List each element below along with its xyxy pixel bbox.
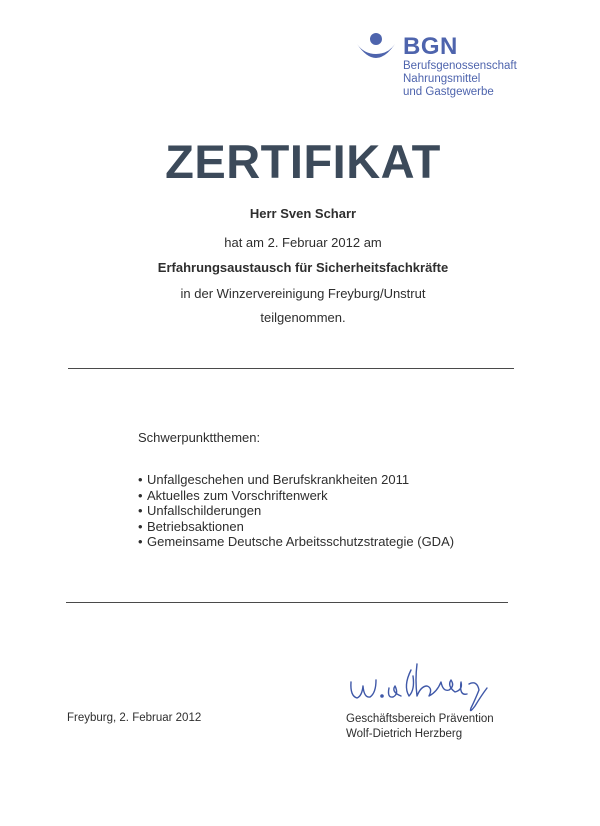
logo-line-2: Nahrungsmittel [403, 73, 481, 85]
bgn-logo [355, 32, 555, 112]
handwritten-signature [345, 656, 505, 716]
list-item [138, 534, 454, 550]
certificate-title: ZERTIFIKAT [165, 135, 441, 188]
list-item [138, 472, 454, 488]
topics-list [138, 472, 454, 550]
participated-text: teilgenommen. [260, 310, 346, 325]
place-date: Freyburg, 2. Februar 2012 [67, 712, 202, 724]
event-name: Erfahrungsaustausch für Sicherheitsfachkräfte [157, 260, 449, 275]
topic-text: Betriebsaktionen [147, 518, 244, 534]
logo-line-3: und Gastgewerbe [403, 86, 494, 98]
date-line: hat am 2. Februar 2012 am [224, 235, 382, 250]
bullet-icon: • [138, 472, 143, 487]
bullet-icon: • [138, 503, 143, 518]
signatory-name: Wolf-Dietrich Herzberg [346, 728, 463, 740]
location-line: in der Winzervereinigung Freyburg/Unstrut [180, 286, 426, 301]
topic-text: Unfallgeschehen und Berufskrankheiten 2011 [147, 472, 410, 487]
topics-heading: Schwerpunktthemen: [138, 430, 261, 445]
logo-abbreviation: BGN [403, 33, 458, 60]
topic-text: Unfallschilderungen [147, 503, 262, 518]
list-item [138, 519, 454, 535]
topic-text: Gemeinsame Deutsche Arbeitsschutzstrategie (GDA) [147, 534, 455, 549]
divider-bottom [66, 602, 508, 603]
logo-line-1: Berufsgenossenschaft [403, 60, 517, 72]
signature-block [346, 712, 494, 742]
topic-text: Aktuelles zum Vorschriftenwerk [147, 487, 328, 503]
bullet-icon: • [138, 518, 143, 534]
department-name: Geschäftsbereich Prävention [346, 713, 494, 725]
divider-top [68, 368, 514, 369]
logo-text [403, 34, 563, 99]
bullet-icon: • [138, 487, 143, 503]
bgn-emblem-icon [355, 32, 397, 64]
list-item [138, 488, 454, 504]
bullet-icon: • [138, 534, 143, 549]
recipient-name: Herr Sven Scharr [249, 206, 357, 221]
list-item [138, 503, 454, 519]
